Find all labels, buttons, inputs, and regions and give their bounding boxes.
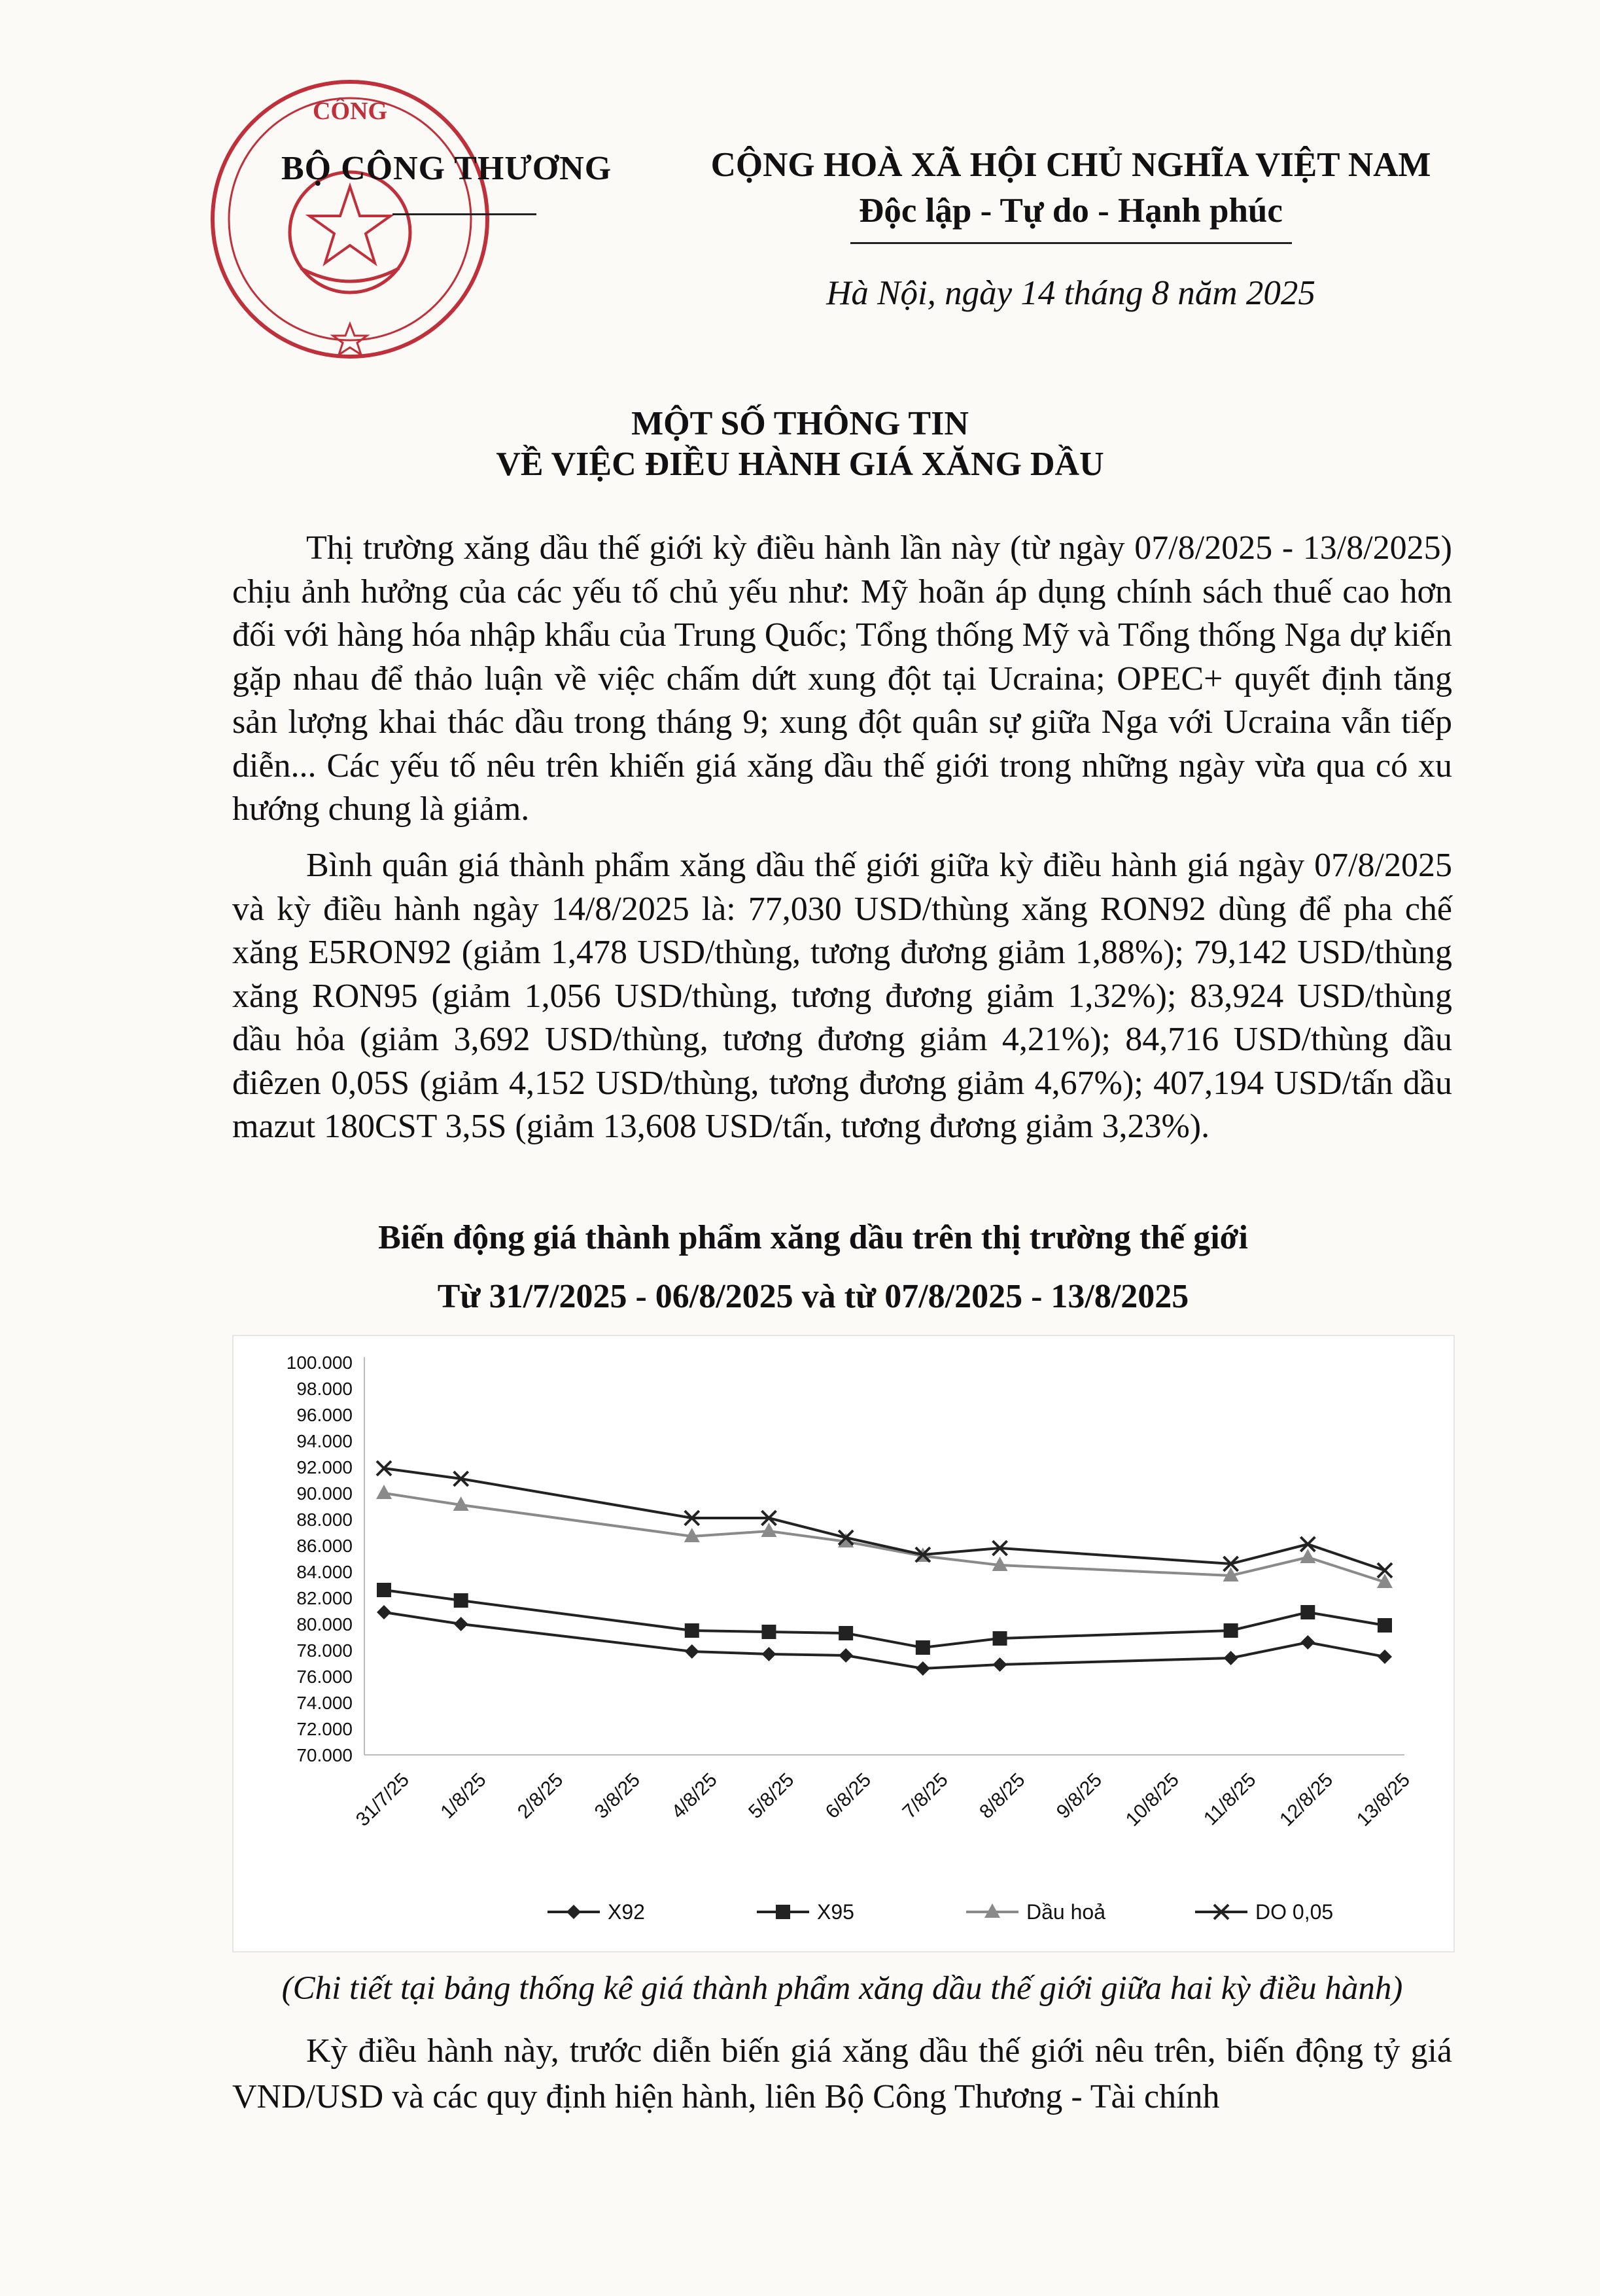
y-tick-label: 100.000 <box>286 1352 353 1373</box>
y-tick-label: 98.000 <box>296 1379 353 1399</box>
chart-heading-line2: Từ 31/7/2025 - 06/8/2025 và từ 07/8/2025 - 13/8/2025 <box>437 1278 1189 1315</box>
data-point <box>1224 1651 1238 1665</box>
data-point <box>1300 1605 1315 1619</box>
x-tick-label: 13/8/25 <box>1352 1769 1414 1831</box>
data-point <box>839 1626 853 1640</box>
republic-name: CỘNG HOÀ XÃ HỘI CHỦ NGHĨA VIỆT NAM <box>710 146 1431 184</box>
ministry-name: BỘ CÔNG THƯƠNG <box>281 150 612 187</box>
data-point <box>916 1640 930 1655</box>
price-chart <box>232 1335 1455 1952</box>
data-point <box>377 1605 391 1619</box>
official-seal <box>203 72 497 366</box>
x-tick-label: 7/8/25 <box>898 1769 952 1823</box>
x-tick-label: 31/7/25 <box>351 1769 413 1831</box>
motto-underline <box>850 242 1292 244</box>
x-tick-label: 10/8/25 <box>1121 1769 1183 1831</box>
y-tick-label: 70.000 <box>296 1745 353 1765</box>
x-tick-label: 12/8/25 <box>1276 1769 1338 1831</box>
data-point <box>685 1644 699 1659</box>
ministry-underline <box>392 213 536 215</box>
legend-label: X92 <box>608 1900 645 1924</box>
data-point <box>376 1485 392 1499</box>
data-point <box>916 1661 930 1676</box>
x-tick-label: 2/8/25 <box>513 1769 568 1823</box>
data-point <box>993 1631 1007 1646</box>
data-point <box>839 1648 853 1663</box>
legend-label: DO 0,05 <box>1255 1900 1334 1924</box>
y-tick-label: 78.000 <box>296 1640 353 1661</box>
data-point <box>377 1583 391 1597</box>
x-tick-label: 11/8/25 <box>1200 1769 1261 1830</box>
price-chart-svg <box>234 1336 1453 1951</box>
series-line-4 <box>384 1468 1385 1570</box>
paragraph-market-factors: Thị trường xăng dầu thế giới kỳ điều hành lần này (từ ngày 07/8/2025 - 13/8/2025) chịu ảnh hưởng của các yếu tố chủ yếu như: Mỹ hoãn áp dụng chính sách thuế cao hơn đối với hàng hóa nhập khẩu của Trung Quốc; Tổng thống Mỹ và Tổng thống Nga dự kiến gặp nhau để thảo luận về việc chấm dứt xung đột tại Ucraina; OPEC+ quyết định tăng sản lượng khai thác dầu trong tháng 9; xung đột quân sự giữa Nga với Ucraina vẫn tiếp diễn... Các yếu tố nêu trên khiến giá xăng dầu thế giới trong những ngày vừa qua có xu hướng chung là giảm. <box>232 529 1452 828</box>
document-title-line1: MỘT SỐ THÔNG TIN <box>631 405 969 442</box>
x-tick-label: 6/8/25 <box>821 1769 876 1823</box>
y-tick-label: 92.000 <box>296 1457 353 1477</box>
national-motto: Độc lập - Tự do - Hạnh phúc <box>859 192 1283 230</box>
legend-label: X95 <box>817 1900 854 1924</box>
data-point <box>993 1657 1007 1672</box>
paragraph-average-prices: Bình quân giá thành phẩm xăng dầu thế giới giữa kỳ điều hành giá ngày 07/8/2025 và kỳ điều hành ngày 14/8/2025 là: 77,030 USD/thùng xăng RON92 dùng để pha chế xăng E5RON92 (giảm 1,478 USD/thùng, tương đương giảm 1,88%); 79,142 USD/thùng xăng RON95 (giảm 1,056 USD/thùng, tương đương giảm 1,32%); 83,924 USD/thùng dầu hỏa (giảm 3,692 USD/thùng, tương đương giảm 4,21%); 84,716 USD/thùng dầu điêzen 0,05S (giảm 4,152 USD/thùng, tương đương giảm 4,67%); 407,194 USD/tấn dầu mazut 180CST 3,5S (giảm 13,608 USD/tấn, tương đương giảm 3,23%). <box>232 847 1452 1145</box>
data-point <box>1300 1635 1315 1650</box>
data-point <box>454 1617 468 1631</box>
data-point <box>1378 1618 1392 1633</box>
x-tick-label: 8/8/25 <box>975 1769 1030 1823</box>
data-point <box>685 1623 699 1638</box>
chart-caption: (Chi tiết tại bảng thống kê giá thành phẩm xăng dầu thế giới giữa hai kỳ điều hành) <box>281 1970 1403 2007</box>
y-tick-label: 84.000 <box>296 1562 353 1582</box>
data-point <box>761 1625 776 1639</box>
document-title-line2: VỀ VIỆC ĐIỀU HÀNH GIÁ XĂNG DẦU <box>496 446 1104 483</box>
chart-heading-line1: Biến động giá thành phẩm xăng dầu trên thị trường thế giới <box>378 1219 1248 1256</box>
x-tick-label: 9/8/25 <box>1052 1769 1107 1823</box>
x-tick-label: 4/8/25 <box>667 1769 722 1823</box>
data-point <box>761 1647 776 1661</box>
y-tick-label: 88.000 <box>296 1510 353 1530</box>
y-tick-label: 76.000 <box>296 1667 353 1687</box>
x-tick-label: 5/8/25 <box>744 1769 799 1823</box>
legend-label: Dầu hoả <box>1026 1900 1105 1924</box>
y-tick-label: 86.000 <box>296 1536 353 1556</box>
x-tick-label: 1/8/25 <box>436 1769 491 1823</box>
y-tick-label: 82.000 <box>296 1588 353 1608</box>
data-point <box>1378 1650 1392 1664</box>
svg-text:CÔNG: CÔNG <box>313 97 387 125</box>
y-tick-label: 72.000 <box>296 1719 353 1739</box>
data-point <box>1224 1623 1238 1638</box>
y-tick-label: 90.000 <box>296 1483 353 1504</box>
y-tick-label: 96.000 <box>296 1405 353 1425</box>
y-tick-label: 80.000 <box>296 1614 353 1634</box>
legend-marker <box>566 1905 581 1919</box>
place-date: Hà Nội, ngày 14 tháng 8 năm 2025 <box>826 274 1315 312</box>
y-tick-label: 94.000 <box>296 1431 353 1451</box>
paragraph-regulation: Kỳ điều hành này, trước diễn biến giá xăng dầu thế giới nêu trên, biến động tỷ giá VND/USD và các quy định hiện hành, liên Bộ Công Thương - Tài chính <box>232 2032 1452 2115</box>
legend-marker <box>776 1905 790 1919</box>
series-line-2 <box>384 1590 1385 1648</box>
data-point <box>454 1593 468 1608</box>
x-tick-label: 3/8/25 <box>590 1769 645 1823</box>
y-tick-label: 74.000 <box>296 1693 353 1713</box>
